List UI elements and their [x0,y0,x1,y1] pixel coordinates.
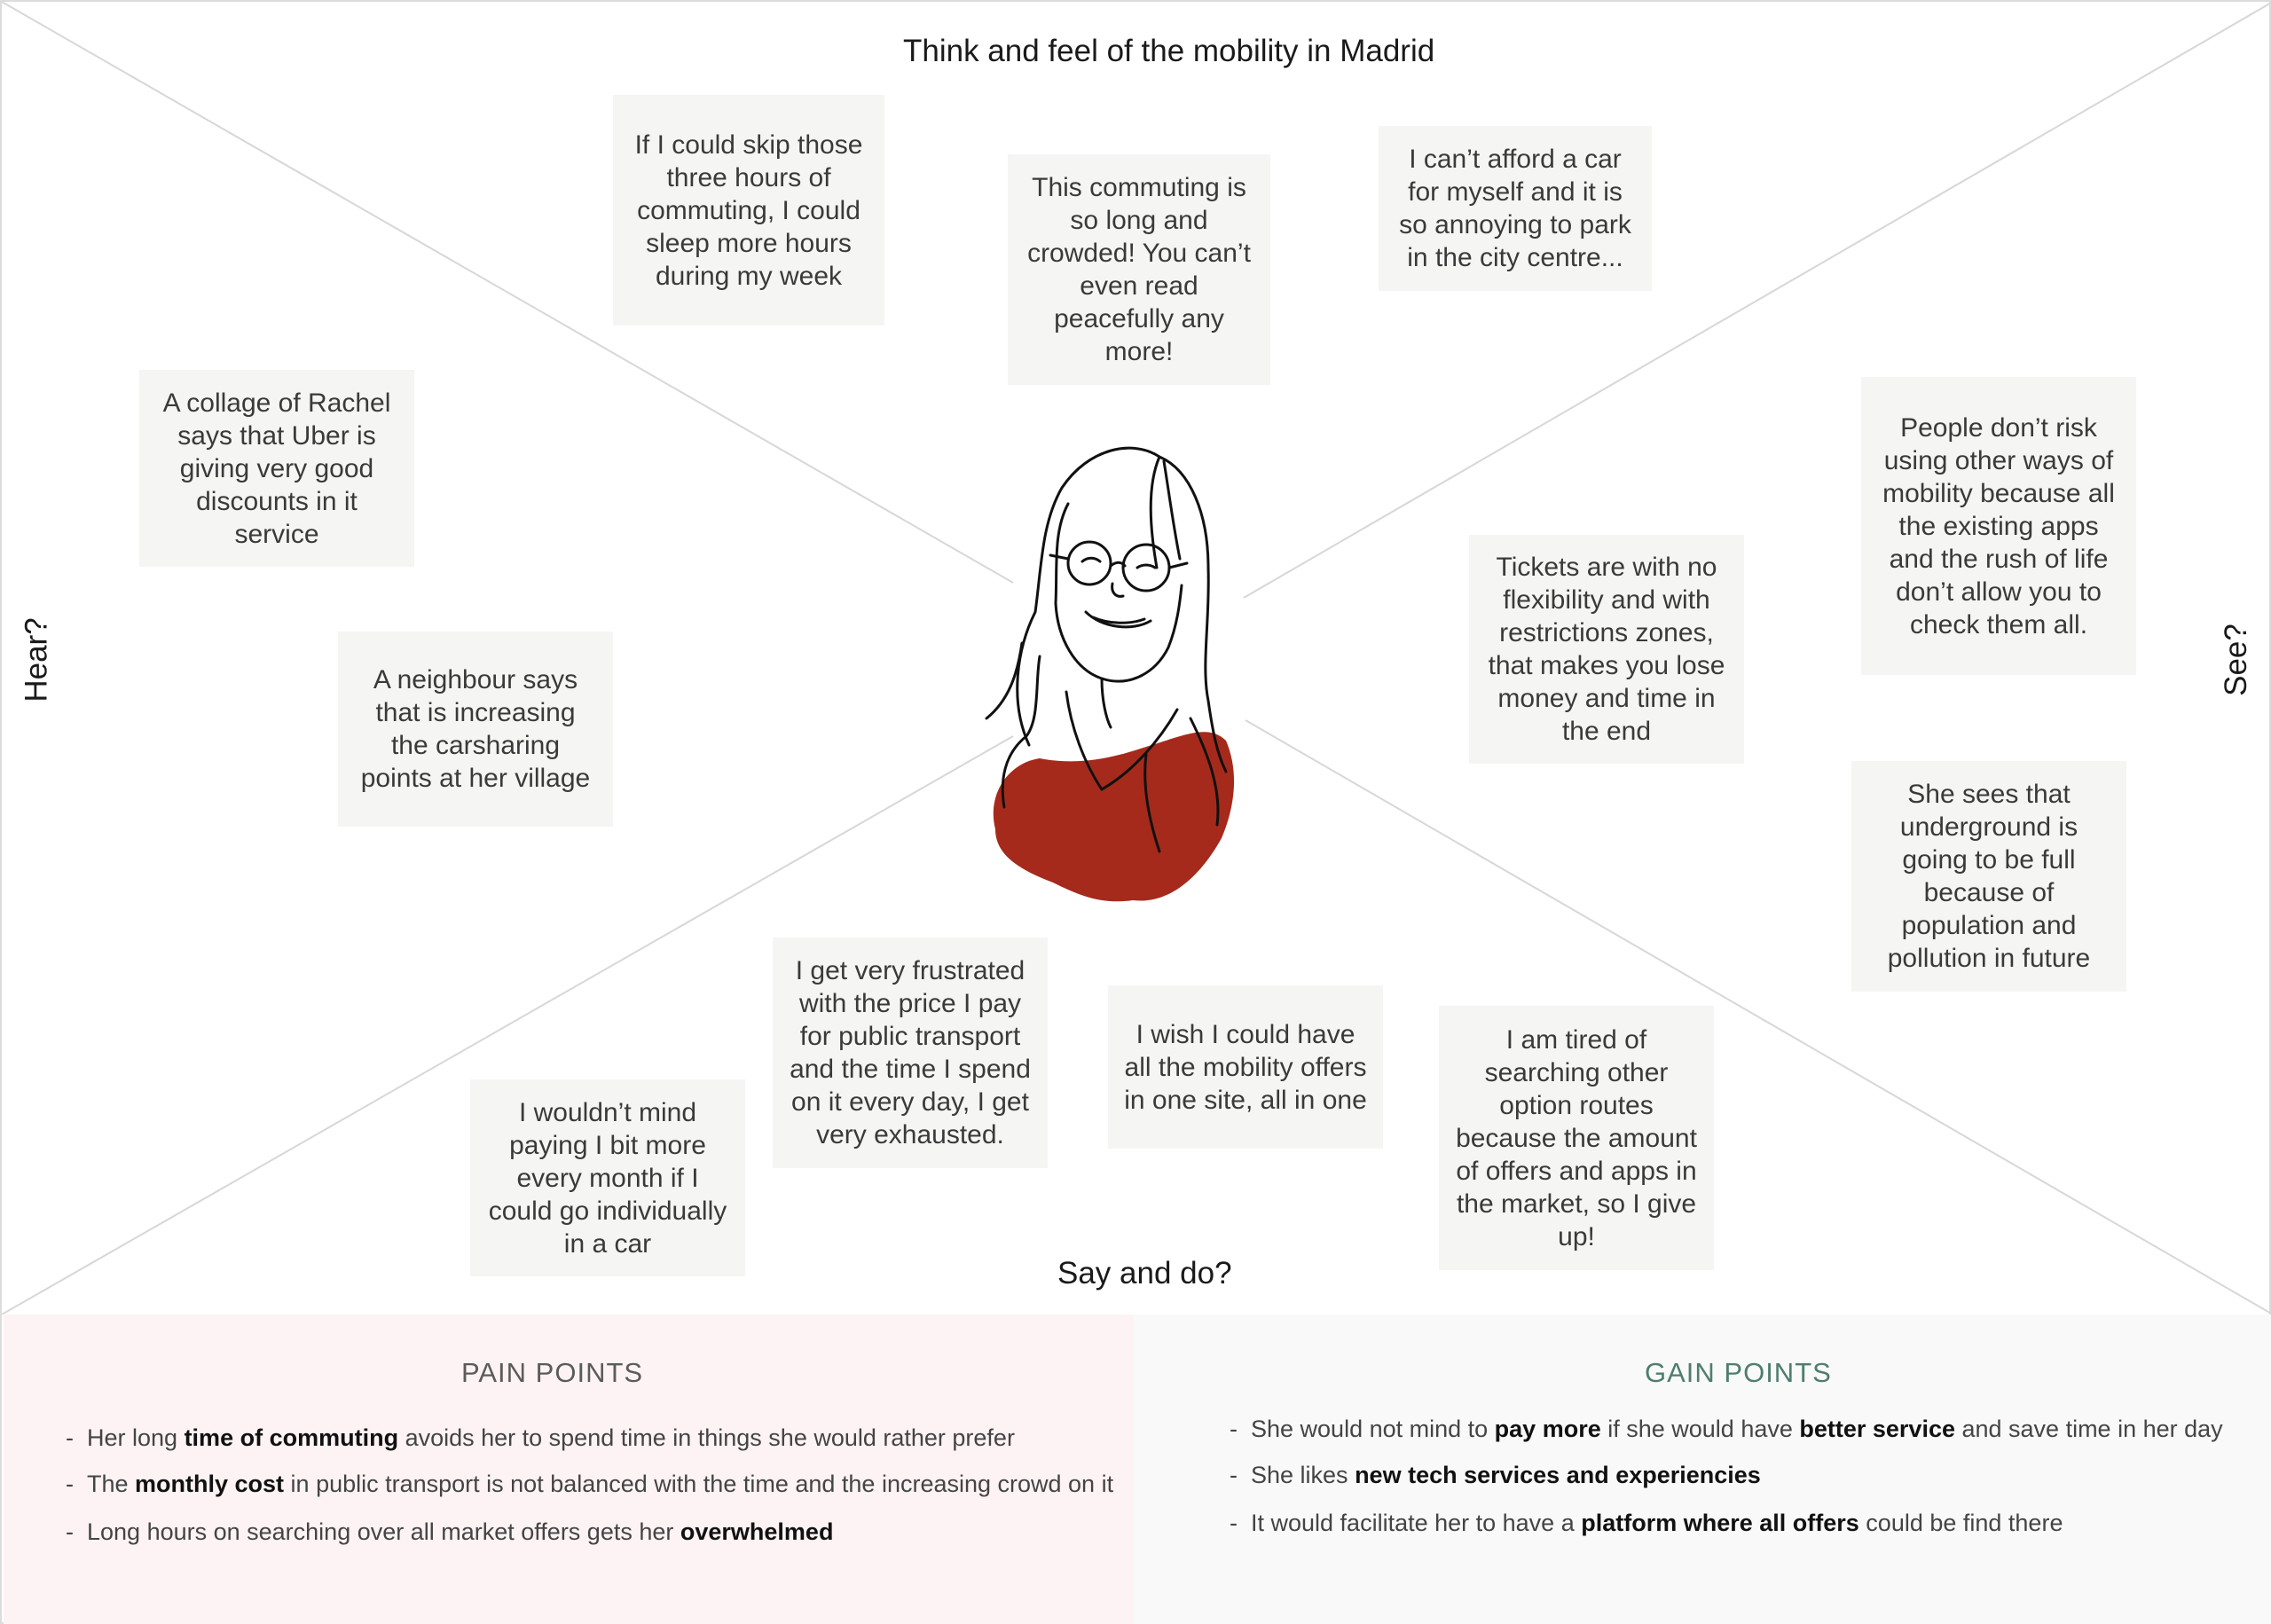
pain-point-item: - Her long time of commuting avoids her to spend time in things she would rather prefer [66,1424,1015,1451]
gain-point-item: - She would not mind to pay more if she would have better service and save time in her day [1230,1416,2223,1442]
sticky-note-think-car: I can’t afford a car for myself and it is so annoying to park in the city centre... [1379,126,1652,291]
gain-point-item: - It would facilitate her to have a platform where all offers could be find there [1230,1510,2063,1536]
gain-points-panel [1134,1314,2271,1624]
sticky-note-see-tickets: Tickets are with no flexibility and with restrictions zones, that makes you lose money and time in the end [1469,535,1744,764]
sticky-note-hear-neighbour: A neighbour says that is increasing the carsharing points at her village [338,632,613,827]
persona-portrait [969,435,1279,914]
pain-point-item: - The monthly cost in public transport is not balanced with the time and the increasing crowd on it [66,1471,1114,1497]
sticky-note-see-underground: She sees that underground is going to be full because of population and pollution in future [1851,761,2126,992]
pain-points-panel [4,1314,1134,1624]
sticky-note-hear-collage: A collage of Rachel says that Uber is giving very good discounts in it service [139,370,414,567]
pain-points-title: PAIN POINTS [461,1357,644,1388]
gain-points-title: GAIN POINTS [1645,1357,1832,1388]
sticky-note-say-tired: I am tired of searching other option routes because the amount of offers and apps in the market, so I give up! [1439,1006,1714,1270]
sticky-note-see-risk: People don’t risk using other ways of mobility because all the existing apps and the rush of life don’t allow you to check them all. [1861,377,2136,675]
sticky-note-say-mind: I wouldn’t mind paying I bit more every month if I could go individually in a car [470,1079,745,1276]
hear-label: Hear? [19,617,54,702]
pain-point-item: - Long hours on searching over all market offers gets her overwhelmed [66,1518,834,1545]
think-feel-title: Think and feel of the mobility in Madrid [903,34,1435,68]
say-do-title: Say and do? [1057,1256,1232,1291]
sticky-note-say-frustrated: I get very frustrated with the price I pay for public transport and the time I spend on it every day, I get very exhausted. [773,938,1048,1168]
see-label: See? [2218,624,2253,696]
sticky-note-say-wish: I wish I could have all the mobility offers in one site, all in one [1108,985,1383,1149]
sticky-note-think-long: This commuting is so long and crowded! You can’t even read peacefully any more! [1008,154,1270,385]
sweater-shape [994,732,1234,901]
gain-point-item: - She likes new tech services and experiencies [1230,1462,1761,1488]
sticky-note-think-skip: If I could skip those three hours of commuting, I could sleep more hours during my week [613,95,884,326]
